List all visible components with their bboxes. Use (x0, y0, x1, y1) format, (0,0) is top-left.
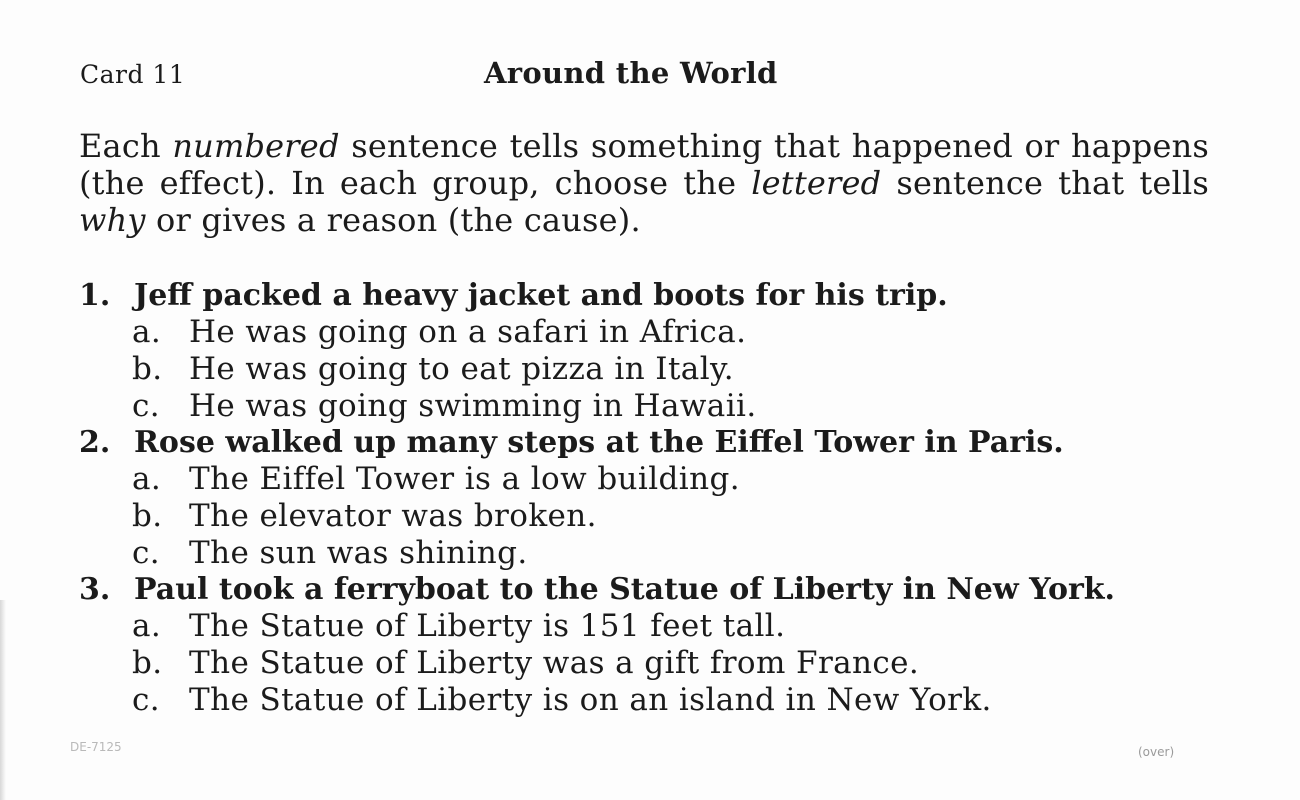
question-number: 1. (79, 278, 111, 313)
product-code: DE-7125 (70, 740, 122, 754)
option-text: The sun was shining. (189, 535, 528, 571)
instructions-text: sentence tells something that happened or happens (the effect). In each group, choose the (79, 127, 1210, 202)
option-text: The Statue of Liberty was a gift from France. (189, 645, 920, 681)
card-edge-shadow (0, 600, 6, 800)
answer-options (79, 314, 1259, 425)
answer-option[interactable] (132, 535, 1259, 572)
option-text: The Statue of Liberty is 151 feet tall. (189, 608, 786, 644)
answer-options (79, 608, 1259, 719)
answer-options (79, 461, 1259, 572)
option-letter: a. (132, 608, 162, 644)
question-stem (79, 572, 1259, 608)
instructions-text: sentence that tells (881, 164, 1210, 202)
option-text: He was going swimming in Hawaii. (189, 388, 757, 424)
instructions-emphasis: numbered (172, 127, 340, 165)
answer-option[interactable] (132, 461, 1259, 498)
option-text: The Eiffel Tower is a low building. (189, 461, 740, 497)
answer-option[interactable] (132, 388, 1259, 425)
question-number: 2. (79, 425, 111, 460)
instructions-text: or gives a reason (the cause). (145, 201, 641, 239)
question-stem (79, 278, 1259, 314)
question-number: 3. (79, 572, 111, 607)
instructions-text: Each (79, 127, 173, 165)
option-text: He was going on a safari in Africa. (189, 314, 747, 350)
option-text: The Statue of Liberty is on an island in New York. (189, 682, 992, 718)
answer-option[interactable] (132, 351, 1259, 388)
question-text: Rose walked up many steps at the Eiffel Tower in Paris. (134, 425, 1064, 460)
answer-option[interactable] (132, 608, 1259, 645)
question-text: Paul took a ferryboat to the Statue of Liberty in New York. (134, 572, 1116, 607)
option-letter: c. (132, 388, 161, 424)
answer-option[interactable] (132, 645, 1259, 682)
question-stem (79, 425, 1259, 461)
card-number: Card 11 (80, 60, 186, 89)
question-text: Jeff packed a heavy jacket and boots for his trip. (134, 278, 948, 313)
question-list (79, 278, 1259, 719)
option-letter: c. (132, 535, 161, 571)
over-note: (over) (1138, 745, 1175, 759)
option-letter: a. (132, 314, 162, 350)
option-letter: a. (132, 461, 162, 497)
option-text: He was going to eat pizza in Italy. (189, 351, 735, 387)
answer-option[interactable] (132, 682, 1259, 719)
instructions-emphasis: lettered (751, 164, 882, 202)
option-letter: b. (132, 498, 163, 534)
answer-option[interactable] (132, 498, 1259, 535)
question-3 (79, 572, 1259, 719)
question-1 (79, 278, 1259, 425)
instructions-emphasis: why (79, 201, 146, 239)
option-text: The elevator was broken. (189, 498, 597, 534)
question-2 (79, 425, 1259, 572)
option-letter: b. (132, 645, 163, 681)
instructions (79, 128, 1209, 239)
answer-option[interactable] (132, 314, 1259, 351)
card-title: Around the World (484, 56, 778, 90)
option-letter: b. (132, 351, 163, 387)
option-letter: c. (132, 682, 161, 718)
